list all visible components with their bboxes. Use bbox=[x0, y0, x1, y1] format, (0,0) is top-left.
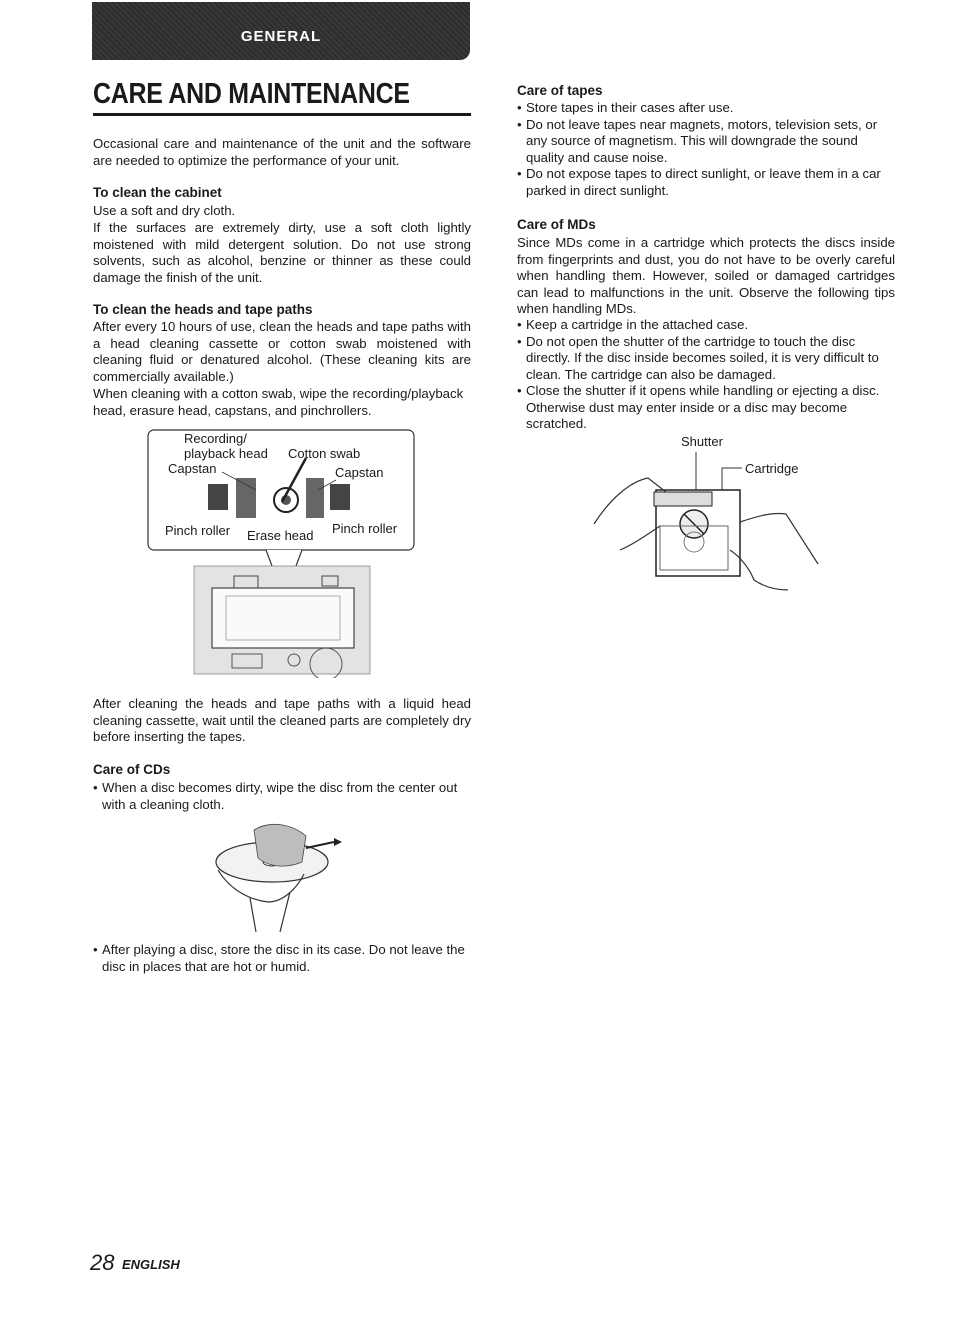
tapes-heading: Care of tapes bbox=[517, 83, 603, 98]
after-cleaning-text: After cleaning the heads and tape paths with a liquid head cleaning cassette, wait until the cleaned parts are completely dry before inserting the tapes. bbox=[93, 696, 471, 744]
pinch-roller-right-label: Pinch roller bbox=[332, 521, 398, 536]
page-number: 28 bbox=[90, 1250, 115, 1275]
md-cartridge-figure bbox=[590, 430, 822, 600]
list-item: • Store tapes in their cases after use. bbox=[517, 100, 895, 117]
cabinet-heading: To clean the cabinet bbox=[93, 185, 222, 200]
list-item: • Close the shutter if it opens while handling or ejecting a disc. Otherwise dust may enter inside or a disc may become scratched. bbox=[517, 383, 895, 433]
list-item: • Keep a cartridge in the attached case. bbox=[517, 317, 895, 334]
footer-language: ENGLISH bbox=[122, 1257, 180, 1272]
mds-para: Since MDs come in a cartridge which protects the discs inside from fingerprints and dust, you do not have to be overly careful when handling them. However, soiled or damaged cartridges can lead to malfunctions in the unit. Observe the following tips when handling MDs. bbox=[517, 235, 895, 316]
cd-cleaning-illustration bbox=[210, 818, 350, 936]
list-item: • Do not open the shutter of the cartridge to touch the disc directly. If the disc inside becomes soiled, it is very difficult to clean. The cartridge can also be damaged. bbox=[517, 334, 895, 384]
cabinet-line2: If the surfaces are extremely dirty, use a soft cloth lightly moistened with mild detergent solution. Do not use strong solvents, such as alcohol, benzine or thinner as these could damage the finish of the unit. bbox=[93, 220, 471, 285]
section-label: GENERAL bbox=[240, 28, 322, 45]
list-item: • After playing a disc, store the disc in its case. Do not leave the disc in places that are hot or humid. bbox=[93, 942, 471, 975]
mds-list bbox=[517, 317, 895, 433]
cotton-swab-label: Cotton swab bbox=[288, 446, 361, 461]
tape-deck-figure bbox=[146, 428, 416, 678]
capstan-right-label: Capstan bbox=[335, 465, 384, 480]
cabinet-line1: Use a soft and dry cloth. bbox=[93, 203, 236, 218]
heads-para1: After every 10 hours of use, clean the heads and tape paths with a head cleaning cassette or cotton swab moistened with cleaning fluid or denatured alcohol. (These cleaning kits are commercially available.) bbox=[93, 319, 471, 384]
playback-head-label: playback head bbox=[184, 446, 268, 461]
cds-list-1 bbox=[93, 780, 471, 813]
cd-cleaning-figure bbox=[210, 818, 350, 936]
list-item: • When a disc becomes dirty, wipe the disc from the center out with a cleaning cloth. bbox=[93, 780, 471, 813]
heads-para2: When cleaning with a cotton swab, wipe the recording/playback head, erasure head, capstans, and pinchrollers. bbox=[93, 386, 464, 418]
page-title: CARE AND MAINTENANCE bbox=[93, 78, 410, 110]
heads-heading: To clean the heads and tape paths bbox=[93, 302, 313, 317]
section-tab bbox=[92, 2, 470, 60]
title-rule bbox=[93, 113, 471, 116]
tapes-list bbox=[517, 100, 895, 199]
cartridge-label: Cartridge bbox=[745, 461, 799, 476]
list-item: • Do not expose tapes to direct sunlight, or leave them in a car parked in direct sunlight. bbox=[517, 166, 895, 199]
mds-heading: Care of MDs bbox=[517, 217, 596, 232]
capstan-left-label: Capstan bbox=[168, 461, 217, 476]
cds-list-2 bbox=[93, 942, 471, 975]
list-item: • Do not leave tapes near magnets, motors, television sets, or any source of magnetism. This will downgrade the sound quality and cause noise. bbox=[517, 117, 895, 167]
md-cartridge-illustration bbox=[590, 430, 822, 600]
recording-label: Recording/ bbox=[184, 431, 247, 446]
shutter-label: Shutter bbox=[681, 434, 723, 449]
erase-head-label: Erase head bbox=[247, 528, 314, 543]
cds-heading: Care of CDs bbox=[93, 762, 171, 777]
pinch-roller-left-label: Pinch roller bbox=[165, 523, 231, 538]
intro-text: Occasional care and maintenance of the unit and the software are needed to optimize the performance of your unit. bbox=[93, 136, 471, 168]
